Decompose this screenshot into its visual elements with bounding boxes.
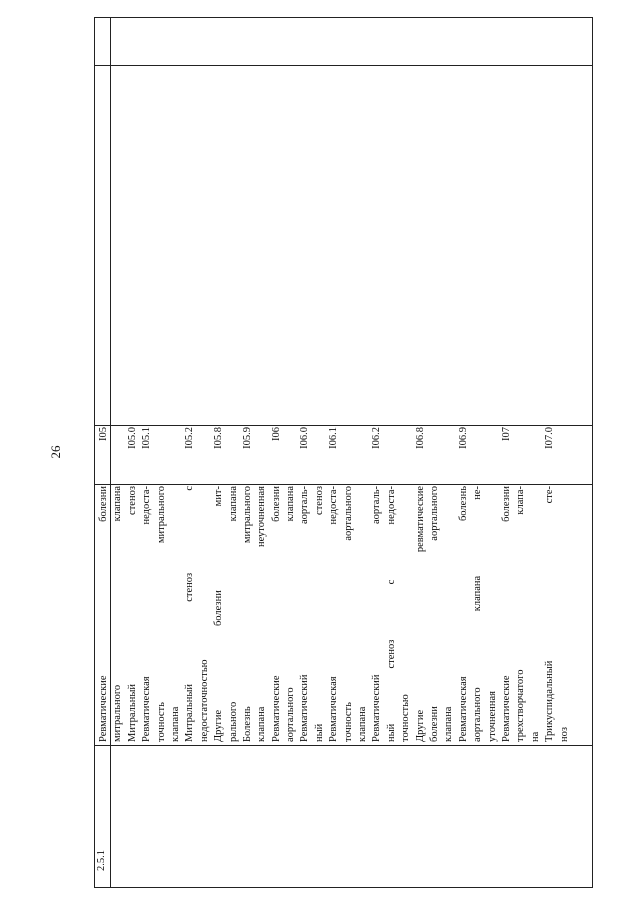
icd-code-line — [514, 427, 528, 481]
icd-code-line: I06.1 — [328, 427, 340, 449]
disease-name-line: болезни аортального — [428, 486, 440, 742]
disease-name-line: точностью — [400, 694, 412, 742]
icd-codes-column — [97, 427, 572, 481]
disease-name-line: Ревматический аорталь- — [299, 486, 311, 742]
disease-name-line: клапана — [169, 706, 181, 742]
disease-name-line: точность аортального — [342, 486, 354, 742]
icd-code-line — [442, 427, 456, 481]
disease-name-line: Ревматические болезни — [98, 486, 109, 742]
disease-name-line: Ревматический аорталь- — [371, 486, 383, 742]
icd-code-line: I05 — [98, 427, 109, 441]
table-rule-top — [95, 65, 592, 66]
disease-name-line: Другие ревматические — [414, 486, 426, 742]
disease-name-line: Ревматические болезни — [500, 486, 512, 742]
disease-name-line: точность митрального — [155, 486, 167, 742]
disease-name-line: аортального клапана — [285, 486, 297, 742]
disease-name-line: ноз — [558, 726, 570, 742]
disease-name-line: клапана неуточненная — [256, 486, 268, 742]
icd-code-line: I07.0 — [544, 427, 556, 449]
disease-name-line: митрального клапана — [112, 486, 124, 742]
icd-code-line — [169, 427, 183, 481]
icd-code-line — [529, 427, 543, 481]
disease-name-line: Ревматическая недоста- — [328, 486, 340, 742]
disease-name-line: аортального клапана не- — [472, 486, 484, 742]
icd-code-line: I05.0 — [126, 427, 138, 449]
icd-code-line: I06.9 — [457, 427, 469, 449]
disease-name-line: уточненная — [486, 691, 498, 742]
table-rule-names — [95, 484, 592, 485]
disease-name-line: клапана — [357, 706, 369, 742]
icd-code-line — [342, 427, 356, 481]
disease-name-line: Митральный стеноз — [126, 486, 138, 742]
icd-code-line — [255, 427, 269, 481]
disease-name-line: Трикуспидальный сте- — [544, 486, 556, 742]
icd-code-line: I05.2 — [184, 427, 196, 449]
page-number: 26 — [48, 445, 63, 459]
icd-code-line: I06.8 — [414, 427, 426, 449]
icd-code-line — [558, 427, 572, 481]
disease-name-line: Ревматическая недоста- — [141, 486, 153, 742]
icd-code-line: I05.9 — [241, 427, 253, 449]
icd-code-line — [486, 427, 500, 481]
icd-code-line — [284, 427, 298, 481]
icd-code-line — [385, 427, 399, 481]
table-rule-codes — [95, 425, 592, 426]
icd-code-line — [198, 427, 212, 481]
disease-name-line: на — [529, 731, 541, 742]
disease-name-line: Ревматическая болезнь — [457, 486, 469, 742]
icd-code-line — [428, 427, 442, 481]
icd-code-line: I07 — [500, 427, 512, 441]
icd-code-line — [155, 427, 169, 481]
icd-code-line — [227, 427, 241, 481]
icd-code-line — [471, 427, 485, 481]
disease-name-line: Митральный стеноз с — [184, 486, 196, 742]
disease-name-line: ный стеноз с недоста- — [385, 486, 397, 742]
icd-code-line: I05.1 — [141, 427, 153, 449]
document-table — [94, 17, 593, 888]
table-rule-empty — [95, 745, 592, 746]
disease-name-line: Другие болезни мит- — [213, 486, 225, 742]
disease-name-line: клапана — [443, 706, 455, 742]
disease-name-line: недостаточностью — [198, 659, 210, 742]
disease-name-line: ный стеноз — [313, 486, 325, 742]
disease-name-line: Ревматические болезни — [270, 486, 282, 742]
icd-code-line — [399, 427, 413, 481]
icd-code-line — [356, 427, 370, 481]
icd-code-line: I05.8 — [213, 427, 225, 449]
icd-code-line: I06.0 — [299, 427, 311, 449]
icd-code-line — [111, 427, 125, 481]
icd-code-line: I06.2 — [371, 427, 383, 449]
section-number: 2.5.1 — [96, 850, 107, 871]
disease-names-column — [97, 486, 572, 742]
disease-name-line: Болезнь митрального — [241, 486, 253, 742]
icd-code-line — [313, 427, 327, 481]
disease-name-line: трехстворчатого клапа- — [515, 486, 527, 742]
disease-name-line: рального клапана — [227, 486, 239, 742]
icd-code-line: I06 — [270, 427, 282, 441]
